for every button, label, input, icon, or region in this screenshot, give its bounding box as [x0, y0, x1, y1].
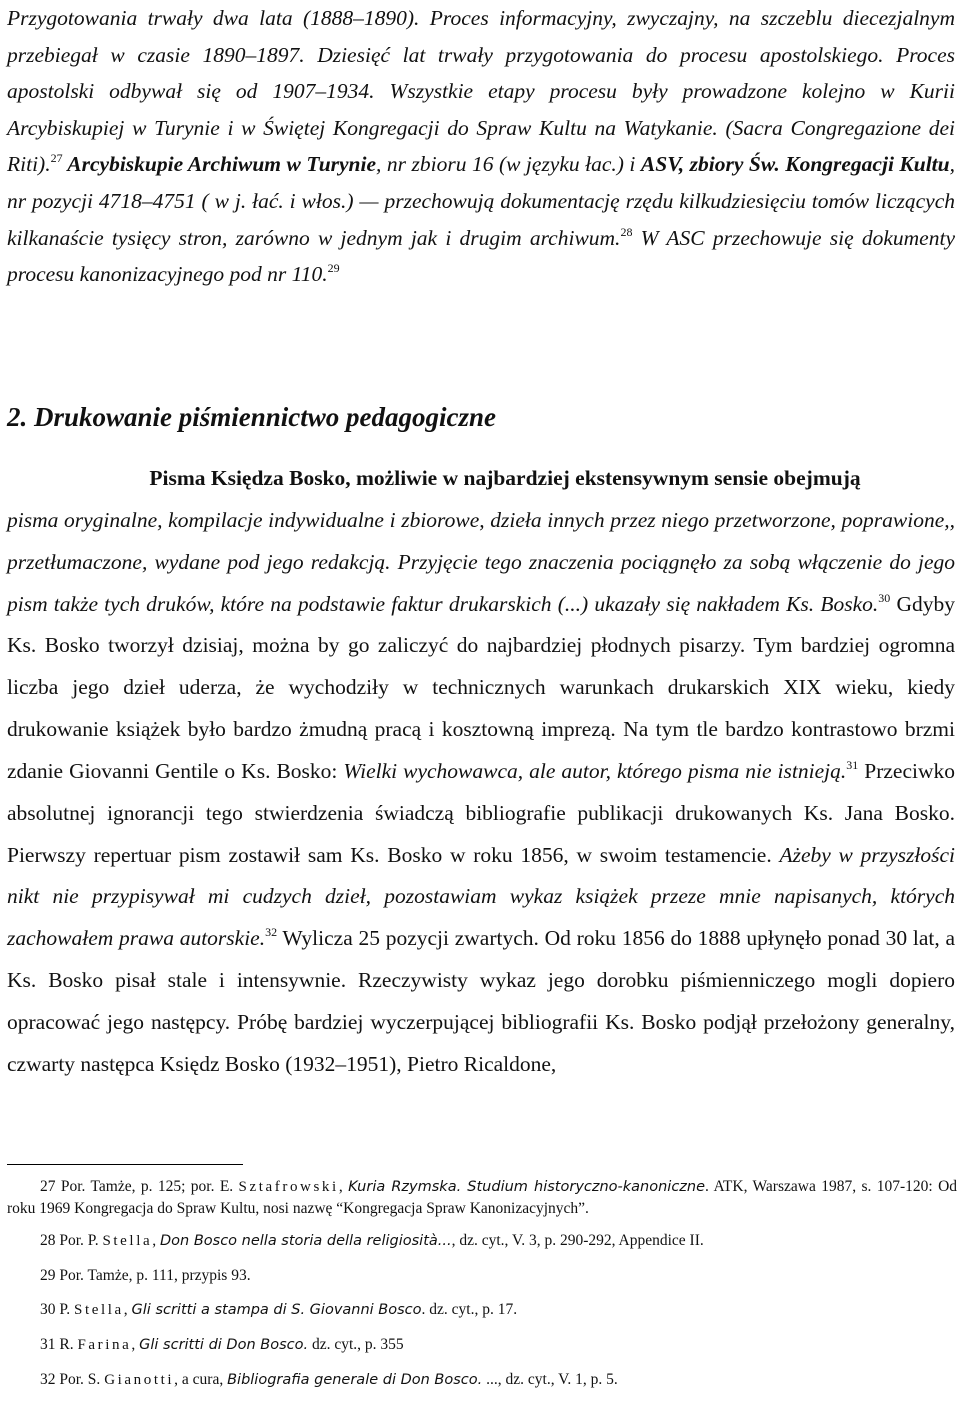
- text-run: pisma oryginalne, kompilacje indywidualne i zbiorowe, dzieła innych przez niego przetworzone, poprawione,, przetłumaczone, wydane pod jego redakcją. Przyjęcie tego znaczenia pociągnęło za sobą włączenie do jego pism także tych druków, które na podstawie faktur drukarskich (...) ukazały się nakładem Ks. Bosko.: [7, 507, 955, 616]
- text-run: Gdyby Ks. Bosko tworzył dzisiaj, można by go zaliczyć do najbardziej płodnych pisarzy. Tym bardziej ogromna liczba jego dzieł uderza, że wychodziły w technicznych warunkach drukarskich XIX wieku, kiedy drukowanie książek było bardzo żmudną pracą i kosztowną imprezą. Na tym tle bardzo kontrastowo brzmi zdanie Giovanni Gentile o Ks. Bosko:: [7, 591, 955, 783]
- section-heading: 2. Drukowanie piśmiennictwo pedagogiczne: [7, 402, 497, 432]
- text-run: , nr zbioru 16 (w języku łac.) i: [376, 152, 641, 177]
- paragraph-writings: [7, 458, 955, 1086]
- footnote-ref-27[interactable]: 27: [50, 151, 63, 166]
- footnote-29: 29 Por. Tamże, p. 111, przypis 93.: [40, 1267, 251, 1284]
- text-run: Przygotowania trwały dwa lata (1888–1890). Proces informacyjny, zwyczajny, na szczeblu diecezjalnym przebiegał w czasie 1890–1897. Dziesięć lat trwały przygotowania do procesu apostolskiego. Proces apostolski odbywał się od 1907–1934. Wszystkie etapy procesu były prowadzone kolejno w Kurii Arcybiskupiej w Turynie i w Świętej Kongregacji do Spraw Kultu na Watykanie. (Sacra Congregazione dei Riti).: [7, 6, 955, 177]
- footnote-27: 27 Por. Tamże, p. 125; por. E. Sztafrowski, Kuria Rzymska. Studium historyczno-kanoniczne. ATK, Warszawa 1987, s. 107-120: Od roku 1969 Kongregacja do Spraw Kultu, nosi nazwę “Kongregacja Spraw Kanonizacyjnych”.: [7, 1178, 958, 1217]
- paragraph-lead: Pisma Księdza Bosko, możliwie w najbardziej ekstensywnym sensie obejmują: [149, 466, 861, 490]
- paragraph-process: [7, 0, 955, 293]
- footnote-ref-31[interactable]: 31: [846, 757, 859, 772]
- footnote-separator: [7, 1164, 243, 1165]
- document-page: [7, 0, 958, 1388]
- text-run-bold: ASV, zbiory Św. Kongregacji Kultu: [640, 152, 950, 177]
- text-run-bold: Arcybiskupie Archiwum w Turynie: [62, 152, 377, 177]
- quote-testament: Ażeby w przyszłości nikt nie przypisywał mi cudzych dzieł, pozostawiam wykaz książek przeze mnie napisanych, których zachowałem prawa autorskie.: [7, 842, 956, 951]
- footnote-ref-28[interactable]: 28: [620, 224, 633, 239]
- footnote-28: 28 Por. P. Stella, Don Bosco nella storia della religiosità..., dz. cyt., V. 3, p. 290-292, Appendice II.: [40, 1232, 704, 1249]
- footnote-ref-29[interactable]: 29: [327, 261, 340, 276]
- footnote-ref-30[interactable]: 30: [878, 590, 891, 605]
- footnote-32: 32 Por. S. Gianotti, a cura, Bibliografia generale di Don Bosco. ..., dz. cyt., V. 1, p. 5.: [40, 1371, 618, 1388]
- text-run: Wylicza 25 pozycji zwartych. Od roku 1856 do 1888 upłynęło ponad 30 lat, a Ks. Bosko pisał stale i intensywnie. Rzeczywisty wykaz jego dorobku piśmienniczego mogli dopiero opracować jego następcy. Próbę bardziej wyczerpującej bibliografii Ks. Bosko podjął przełożony generalny, czwarty następca Księdz Bosko (1932–1951), Pietro Ricaldone,: [7, 926, 955, 1076]
- footnote-31: 31 R. Farina, Gli scritti di Don Bosco. dz. cyt., p. 355: [40, 1336, 404, 1353]
- text-run: Przeciwko absolutnej ignorancji tego stwierdzenia świadczą bibliografie publikacji drukowanych Ks. Jana Bosko. Pierwszy repertuar pism zostawił sam Ks. Bosko w roku 1856, w swoim testamencie.: [7, 758, 955, 867]
- footnote-ref-32[interactable]: 32: [265, 925, 278, 940]
- footnote-30: 30 P. Stella, Gli scritti a stampa di S. Giovanni Bosco. dz. cyt., p. 17.: [40, 1301, 518, 1318]
- quote-gentile: Wielki wychowawca, ale autor, którego pisma nie istnieją.: [343, 758, 847, 783]
- footnotes: [7, 1176, 957, 1404]
- text-run: , nr pozycji 4718–4751 ( w j. łać. i włos.) — przechowują dokumentację rzędu kilkudziesięciu tomów liczących kilkanaście tysięcy stron, zarówno w jednym jak i drugim archiwum.: [7, 152, 955, 250]
- text-run: W ASC przechowuje się dokumenty procesu kanonizacyjnego pod nr 110.: [7, 225, 955, 287]
